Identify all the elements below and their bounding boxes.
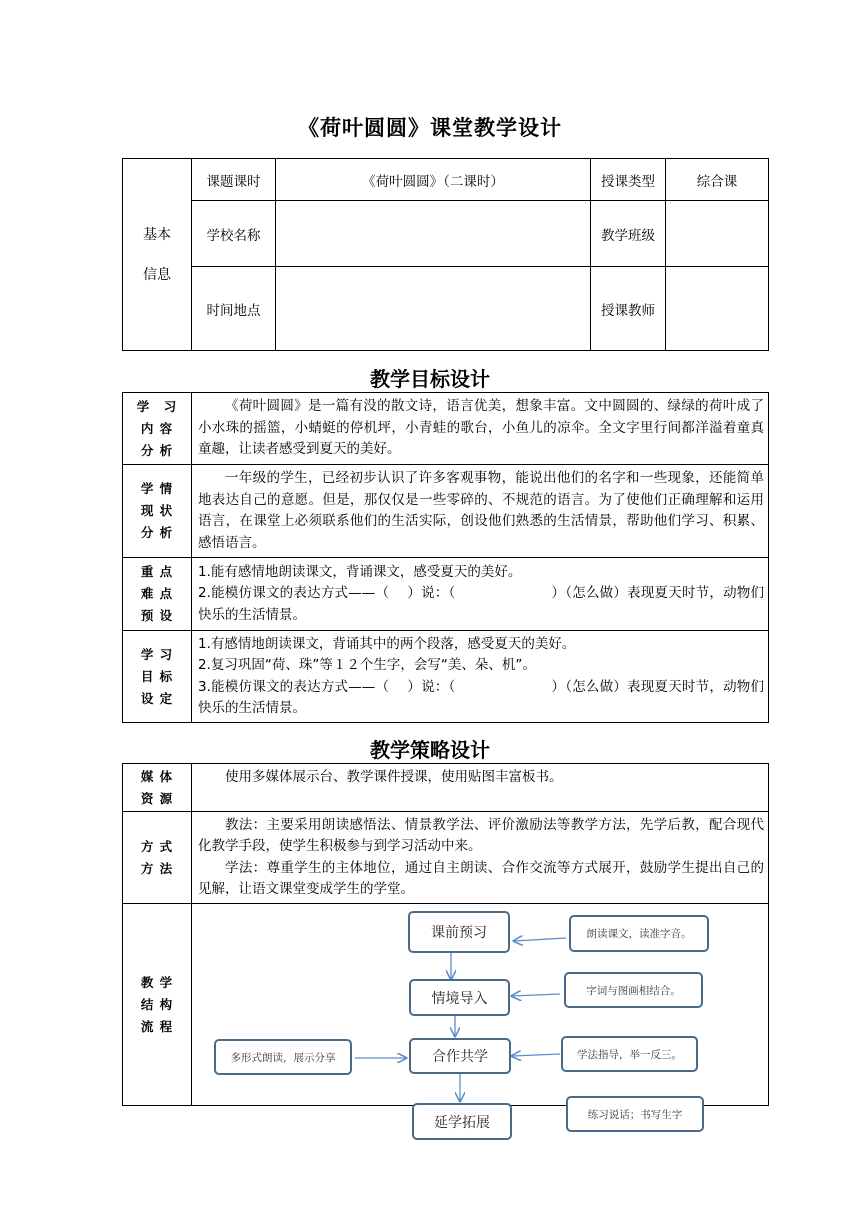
label-time-place: 时间地点 bbox=[192, 267, 276, 351]
label-school: 学校名称 bbox=[192, 201, 276, 267]
strategy-section-heading: 教学策略设计 bbox=[370, 738, 490, 762]
flow-step-extend: 延学拓展 bbox=[412, 1103, 512, 1140]
label-teacher: 授课教师 bbox=[591, 267, 666, 351]
goal-row-label: 重 点 难 点 预 设 bbox=[123, 558, 192, 631]
goal-row-label: 学 情 现 状 分 析 bbox=[123, 465, 192, 558]
value-school bbox=[276, 201, 591, 267]
goal-row-label: 学 习 内 容 分 析 bbox=[123, 393, 192, 465]
list-item: 3.能模仿课文的表达方式——（ ）说：（ ）（怎么做）表现夏天时节，动物们快乐的生活情景。 bbox=[198, 678, 764, 716]
list-item: 1.有感情地朗读课文，背诵其中的两个段落，感受夏天的美好。 bbox=[198, 635, 576, 652]
flow-note-read: 朗读课文，读准字音。 bbox=[569, 915, 709, 952]
flow-note-share: 多形式朗读，展示分享 bbox=[214, 1039, 352, 1075]
flow-step-cooperate: 合作共学 bbox=[409, 1038, 511, 1074]
flow-step-preview: 课前预习 bbox=[408, 911, 510, 953]
learning-goals-text bbox=[192, 631, 769, 723]
strategy-row-label: 方 式 方 法 bbox=[123, 812, 192, 904]
value-class bbox=[666, 201, 769, 267]
list-item: 2.能模仿课文的表达方式——（ ）说：（ ）（怎么做）表现夏天时节，动物们快乐的生活情景。 bbox=[198, 585, 764, 623]
goal-row-label: 学 习 目 标 设 定 bbox=[123, 631, 192, 723]
goal-table bbox=[122, 392, 769, 723]
value-topic: 《荷叶圆圆》（二课时） bbox=[276, 159, 591, 201]
flow-note-words: 字词与图画相结合。 bbox=[564, 972, 703, 1008]
list-item: 2.复习巩固“荷、珠”等１２个生字，会写“美、朵、机”。 bbox=[198, 657, 536, 673]
media-text: 使用多媒体展示台、教学课件授课，使用贴图丰富板书。 bbox=[192, 764, 769, 812]
student-analysis-text: 一年级的学生，已经初步认识了许多客观事物，能说出他们的名字和一些现象，还能简单地表达自己的意愿。但是，那仅仅是一些零碎的、不规范的语言。为了使他们正确理解和运用语言，在课堂上必须联系他们的生活实际，创设他们熟悉的生活情景，帮助他们学习、积累、感悟语言。 bbox=[192, 465, 769, 558]
label-lesson-type: 授课类型 bbox=[591, 159, 666, 201]
basic-info-table bbox=[122, 158, 769, 351]
strategy-row-label: 教 学 结 构 流 程 bbox=[123, 904, 192, 1106]
key-points-text bbox=[192, 558, 769, 631]
list-item: 1.能有感情地朗读课文，背诵课文，感受夏天的美好。 bbox=[198, 563, 522, 580]
flow-note-method: 学法指导，举一反三。 bbox=[561, 1036, 698, 1072]
goal-section-heading: 教学目标设计 bbox=[370, 367, 490, 391]
content-analysis-text: 《荷叶圆圆》是一篇有没的散文诗，语言优美，想象丰富。文中圆圆的、绿绿的荷叶成了小水珠的摇篮，小蜻蜓的停机坪，小青蛙的歌台，小鱼儿的凉伞。全文字里行间都洋溢着童真童趣，让读者感受到夏天的美好。 bbox=[192, 393, 769, 465]
flow-note-practice: 练习说话；书写生字 bbox=[566, 1096, 704, 1132]
value-time-place bbox=[276, 267, 591, 351]
label-class: 教学班级 bbox=[591, 201, 666, 267]
methods-text: 教法：主要采用朗读感悟法、情景教学法、评价激励法等教学方法，先学后教，配合现代化教学手段，使学生积极参与到学习活动中来。 学法：尊重学生的主体地位，通过自主朗读、合作交流等方式展开，鼓励学生提出自己的见解，让语文课堂变成学生的学堂。 bbox=[192, 812, 769, 904]
label-topic: 课题课时 bbox=[192, 159, 276, 201]
basic-info-group-label: 基本 信息 bbox=[123, 159, 192, 351]
strategy-row-label: 媒 体 资 源 bbox=[123, 764, 192, 812]
document-title: 《荷叶圆圆》课堂教学设计 bbox=[298, 116, 562, 140]
flow-step-intro: 情境导入 bbox=[409, 979, 510, 1016]
value-teacher bbox=[666, 267, 769, 351]
value-lesson-type: 综合课 bbox=[666, 159, 769, 201]
